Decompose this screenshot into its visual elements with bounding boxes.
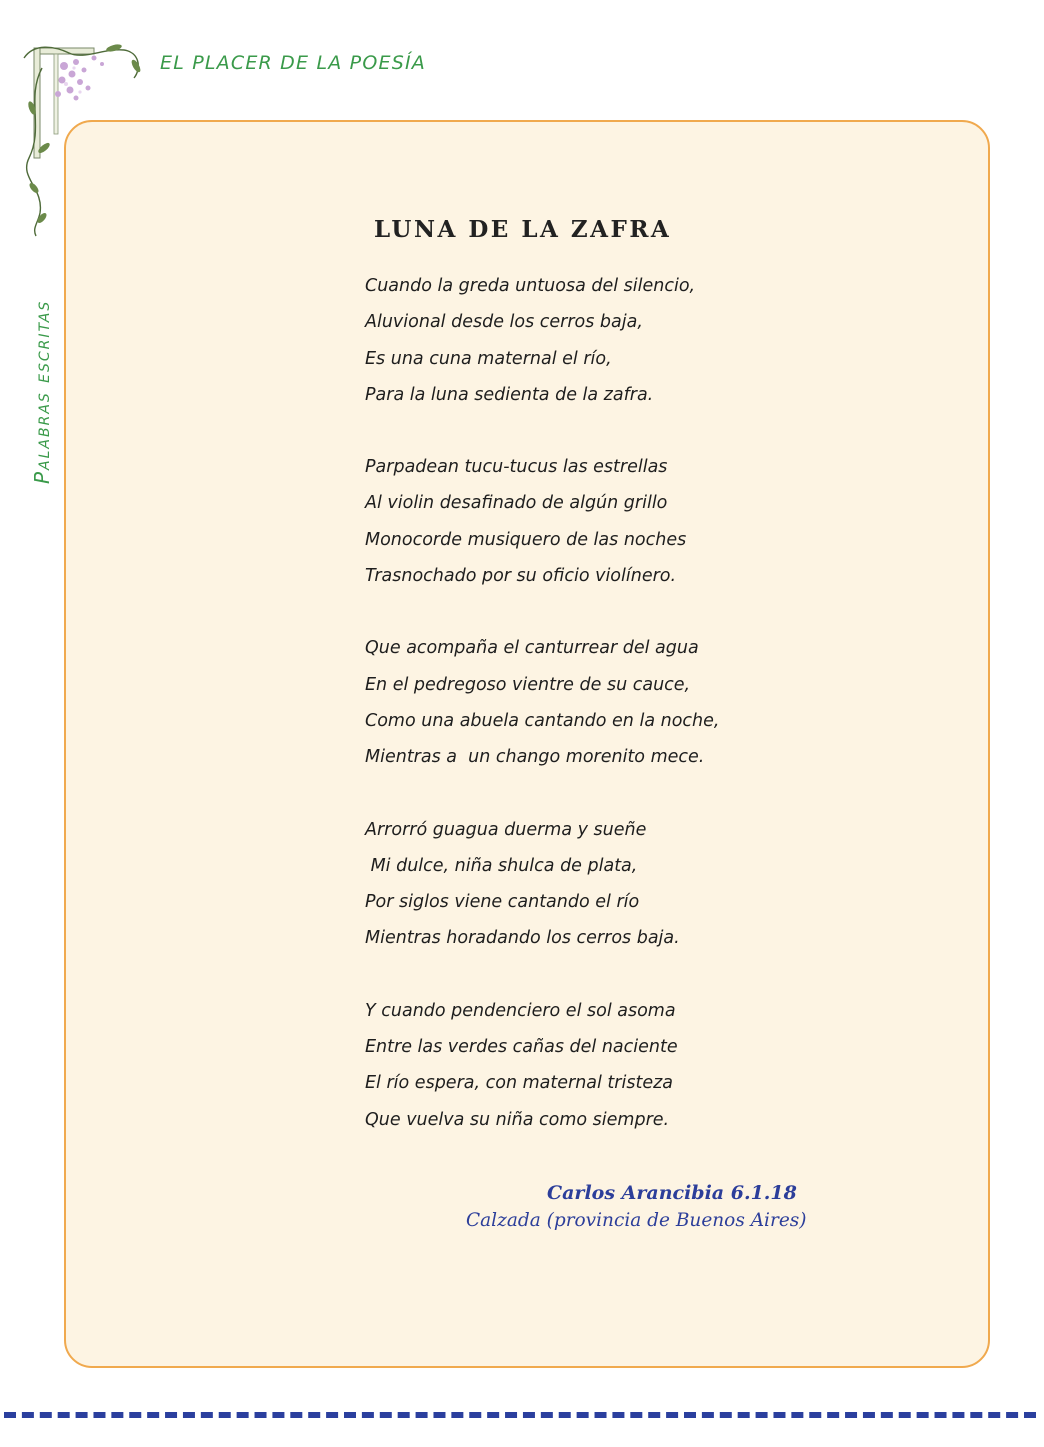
poem-line: En el pedregoso vientre de su cauce,	[365, 674, 691, 695]
poem-line: Trasnochado por su oficio violínero.	[365, 566, 677, 587]
poem-body	[365, 268, 885, 1174]
poem-line: Mientras a un chango morenito mece.	[365, 747, 705, 768]
poem-line: Arrorró guagua duerma y sueñe	[365, 819, 647, 840]
stanza	[365, 993, 885, 1138]
poem-title: LUNA DE LA ZAFRA	[374, 216, 672, 243]
poem-line: Y cuando pendenciero el sol asoma	[365, 1000, 676, 1021]
poem-line: Al violin desafinado de algún grillo	[365, 493, 668, 514]
poem-line: Monocorde musiquero de las noches	[365, 529, 687, 550]
header-title: EL PLACER DE LA POESÍA	[160, 52, 426, 74]
poem-line: Que acompaña el canturrear del agua	[365, 638, 699, 659]
poem-line: Que vuelva su niña como siempre.	[365, 1109, 670, 1130]
stanza	[365, 812, 885, 957]
poem-line: Por siglos viene cantando el río	[365, 892, 640, 913]
side-title: Palabras escritas	[30, 299, 54, 484]
poem-line: Aluvional desde los cerros baja,	[365, 312, 643, 333]
author-signature: Carlos Arancibia 6.1.18	[547, 1182, 797, 1204]
stanza	[365, 449, 885, 594]
poem-line: Es una cuna maternal el río,	[365, 348, 612, 369]
poem-line: Para la luna sedienta de la zafra.	[365, 384, 654, 405]
stanza	[365, 268, 885, 413]
footer-divider	[4, 1412, 1036, 1418]
poem-line: Parpadean tucu-tucus las estrellas	[365, 457, 668, 478]
poem-line: El río espera, con maternal tristeza	[365, 1073, 674, 1094]
poem-line: Cuando la greda untuosa del silencio,	[365, 276, 696, 296]
poem-line: Como una abuela cantando en la noche,	[365, 710, 720, 731]
poem-line: Mi dulce, niña shulca de plata,	[365, 855, 638, 876]
stanza	[365, 630, 885, 775]
author-place: Calzada (provincia de Buenos Aires)	[466, 1210, 807, 1231]
poem-line: Entre las verdes cañas del naciente	[365, 1037, 678, 1058]
poem-line: Mientras horadando los cerros baja.	[365, 928, 680, 949]
